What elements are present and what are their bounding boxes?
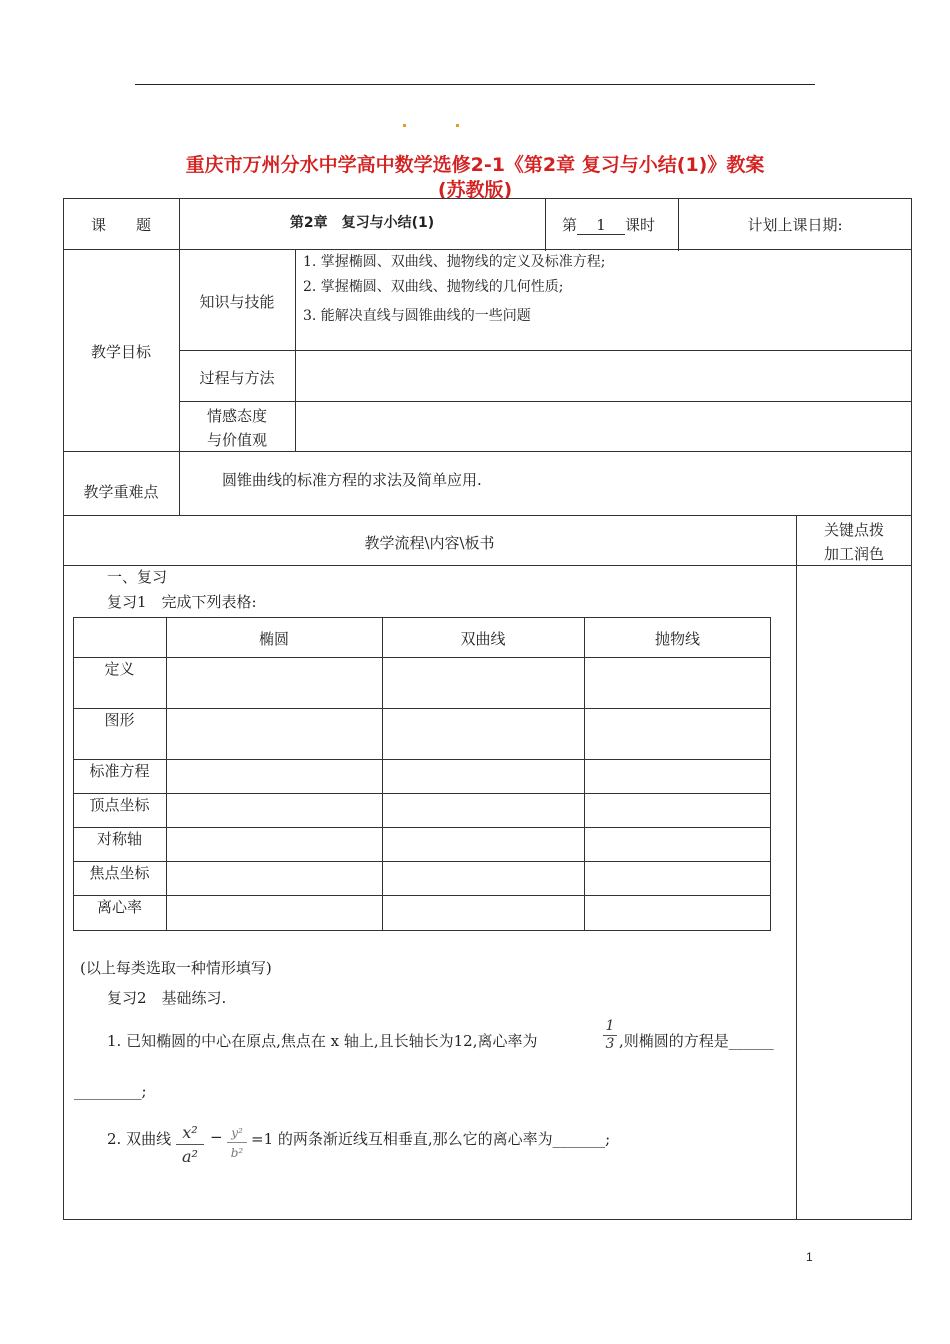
- x-fraction: [176, 1122, 204, 1169]
- row-divider: [73, 708, 771, 709]
- row-label: 标准方程: [89, 762, 150, 780]
- side-header: 关键点拨: [823, 521, 884, 539]
- row-label: 图形: [104, 711, 135, 729]
- col-divider: [796, 515, 797, 1220]
- fraction-denominator: a²: [182, 1147, 198, 1166]
- row-divider: [73, 861, 771, 862]
- col-divider: [179, 451, 180, 515]
- lesson-prefix: 第: [562, 216, 578, 234]
- key-points-label: 教学重难点: [83, 483, 159, 501]
- review1-title: 复习1 完成下列表格:: [107, 593, 257, 611]
- row-divider: [63, 515, 912, 516]
- header-rule: [135, 84, 815, 85]
- col-divider: [166, 617, 167, 931]
- col-divider: [545, 198, 546, 251]
- question-1-tail: ,则椭圆的方程是______: [619, 1032, 774, 1050]
- table-note: (以上每类选取一种情形填写): [80, 959, 272, 977]
- lesson-number: 1: [577, 216, 625, 235]
- row-divider: [73, 657, 771, 658]
- row-label: 定义: [104, 660, 135, 678]
- decorative-dot: [403, 124, 406, 127]
- page-number: 1: [806, 1250, 813, 1264]
- knowledge-item: 3. 能解决直线与圆锥曲线的一些问题: [303, 308, 531, 324]
- question-1-fraction: [603, 1018, 617, 1053]
- doc-title: 重庆市万州分水中学高中数学选修2-1《第2章 复习与小结(1)》教案: [185, 154, 765, 176]
- topic-value: 第2章 复习与小结(1): [289, 215, 435, 231]
- fraction-denominator: b²: [230, 1146, 244, 1160]
- row-label: 焦点坐标: [89, 864, 150, 882]
- section-title: 一、复习: [107, 568, 168, 586]
- process-label: 过程与方法: [199, 369, 275, 387]
- question-2-tail: =1 的两条渐近线互相垂直,那么它的离心率为_______;: [251, 1130, 611, 1148]
- goals-label: 教学目标: [90, 343, 151, 361]
- minus-sign: −: [210, 1128, 223, 1146]
- col-divider: [584, 617, 585, 931]
- row-divider: [73, 827, 771, 828]
- column-header-parabola: 抛物线: [654, 630, 700, 648]
- emotion-label: 与价值观: [206, 431, 267, 449]
- decorative-dot: [456, 124, 459, 127]
- row-divider: [63, 565, 912, 566]
- knowledge-label: 知识与技能: [199, 293, 275, 311]
- conic-comparison-table: [73, 617, 771, 931]
- row-divider: [63, 249, 912, 250]
- knowledge-item: 1. 掌握椭圆、双曲线、抛物线的定义及标准方程;: [303, 254, 606, 270]
- row-divider: [63, 451, 912, 452]
- row-divider: [179, 350, 912, 351]
- fraction-numerator: 1: [603, 1018, 617, 1036]
- doc-subtitle: (苏教版): [437, 179, 513, 201]
- row-label: 顶点坐标: [89, 796, 150, 814]
- fraction-numerator: x²: [176, 1122, 204, 1145]
- knowledge-item: 2. 掌握椭圆、双曲线、抛物线的几何性质;: [303, 279, 564, 295]
- topic-label: 课 题: [90, 216, 151, 234]
- lesson-count: [562, 214, 655, 235]
- emotion-label: 情感态度: [206, 407, 267, 425]
- col-divider: [295, 249, 296, 451]
- question-1-blank: _________;: [74, 1082, 147, 1100]
- side-header: 加工润色: [823, 545, 884, 563]
- fraction-denominator: 3: [605, 1036, 615, 1052]
- column-header-hyperbola: 双曲线: [460, 630, 506, 648]
- fraction-numerator: y²: [227, 1124, 247, 1143]
- y-fraction: [227, 1124, 247, 1163]
- review2-title: 复习2 基础练习.: [107, 989, 227, 1007]
- key-points-value: 圆锥曲线的标准方程的求法及简单应用.: [222, 471, 482, 489]
- plan-date-label: 计划上课日期:: [747, 216, 843, 234]
- row-divider: [73, 793, 771, 794]
- column-header-ellipse: 椭圆: [258, 630, 289, 648]
- flow-header: 教学流程\内容\板书: [364, 534, 495, 552]
- col-divider: [382, 617, 383, 931]
- question-2-prefix: 2. 双曲线: [107, 1130, 172, 1148]
- lesson-suffix: 课时: [625, 216, 656, 234]
- question-1-text: 1. 已知椭圆的中心在原点,焦点在 x 轴上,且长轴长为12,离心率为: [107, 1032, 538, 1050]
- row-label: 离心率: [96, 898, 142, 916]
- row-label: 对称轴: [96, 830, 142, 848]
- row-divider: [179, 401, 912, 402]
- row-divider: [73, 759, 771, 760]
- row-divider: [73, 895, 771, 896]
